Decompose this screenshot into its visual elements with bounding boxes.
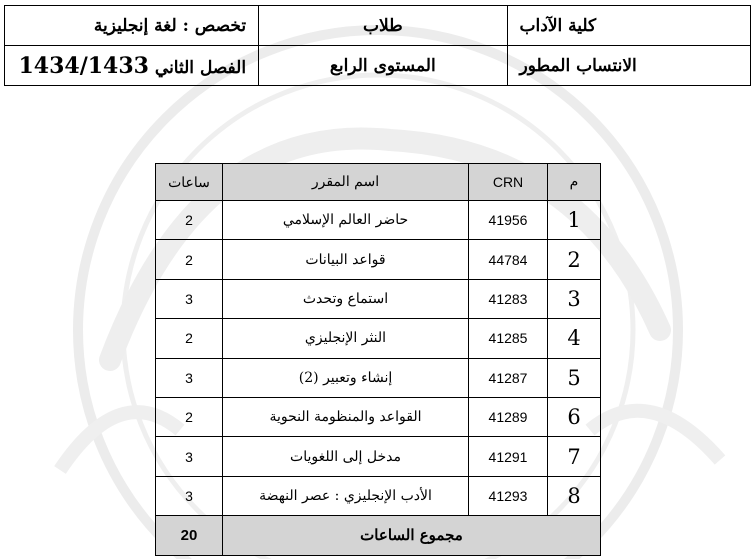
table-row [156,240,601,279]
table-row [156,319,601,358]
header-course: اسم المقرر [223,164,469,201]
row-hours: 2 [156,319,223,358]
level-cell [259,46,507,86]
total-row [156,516,601,555]
header-hours: ساعات [156,164,223,201]
row-num: 2 [548,240,601,279]
row-crn: 41291 [469,437,548,476]
row-num: 6 [548,397,601,436]
specialization-cell [5,6,259,46]
row-course: استماع وتحدث [223,279,469,318]
row-crn: 41285 [469,319,548,358]
row-num: 5 [548,358,601,397]
row-crn: 44784 [469,240,548,279]
table-row [156,279,601,318]
row-crn: 41287 [469,358,548,397]
courses-table [155,163,601,556]
row-crn: 41293 [469,476,548,515]
row-crn: 41283 [469,279,548,318]
students-label: طلاب [362,15,403,36]
program-cell [507,46,750,86]
table-header-row [156,164,601,201]
row-course: الأدب الإنجليزي : عصر النهضة [223,476,469,515]
row-course: إنشاء وتعبير (2) [223,358,469,397]
college-label: كلية الآداب [519,15,597,36]
table-row [156,201,601,240]
header-crn: CRN [469,164,548,201]
college-name [507,6,750,46]
row-crn: 41956 [469,201,548,240]
row-hours: 2 [156,240,223,279]
header-num: م [548,164,601,201]
row-num: 4 [548,319,601,358]
table-row [156,476,601,515]
specialization-label: تخصص : لغة إنجليزية [93,15,247,36]
row-hours: 2 [156,397,223,436]
row-course: النثر الإنجليزي [223,319,469,358]
semester-label: الفصل الثاني [154,57,247,78]
row-hours: 3 [156,476,223,515]
row-hours: 3 [156,358,223,397]
level-label: المستوى الرابع [329,55,436,76]
semester-cell [5,46,259,86]
row-hours: 2 [156,201,223,240]
row-course: حاضر العالم الإسلامي [223,201,469,240]
row-num: 1 [548,201,601,240]
table-row [156,437,601,476]
row-course: مدخل إلى اللغويات [223,437,469,476]
academic-year: 1434/1433 [18,52,149,79]
row-course: قواعد البيانات [223,240,469,279]
total-label: مجموع الساعات [223,516,601,555]
row-num: 8 [548,476,601,515]
table-row [156,358,601,397]
row-num: 7 [548,437,601,476]
row-course: القواعد والمنظومة النحوية [223,397,469,436]
row-num: 3 [548,279,601,318]
header-table [4,5,751,86]
program-label: الانتساب المطور [519,55,637,76]
row-crn: 41289 [469,397,548,436]
total-hours: 20 [156,516,223,555]
table-row [156,397,601,436]
students-cell [259,6,507,46]
row-hours: 3 [156,279,223,318]
row-hours: 3 [156,437,223,476]
